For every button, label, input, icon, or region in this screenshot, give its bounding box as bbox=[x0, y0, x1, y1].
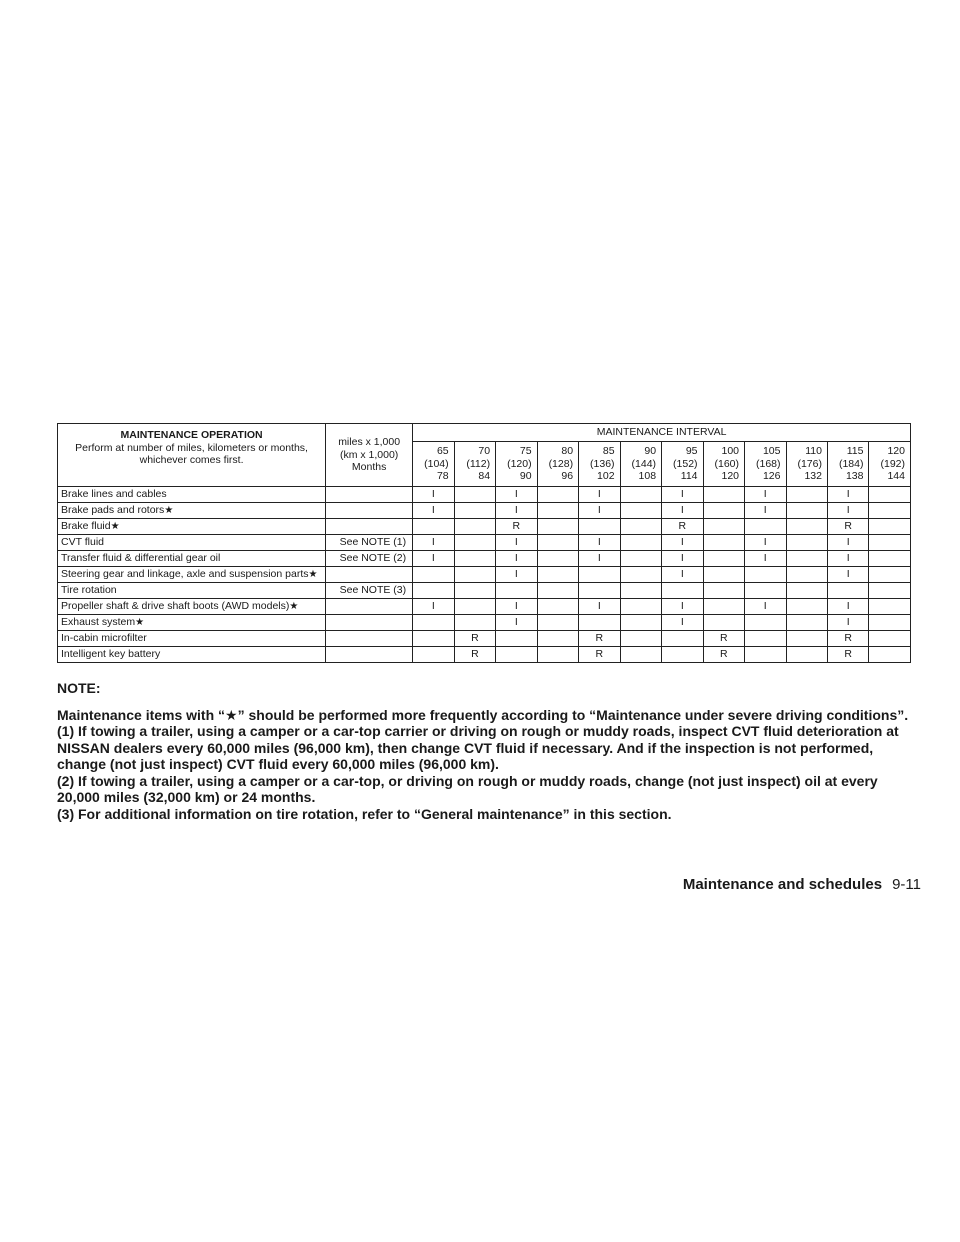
table-row bbox=[58, 567, 911, 583]
interval-mark bbox=[537, 583, 578, 599]
interval-mark: I bbox=[827, 567, 868, 583]
table-row bbox=[58, 631, 911, 647]
operation-item-label: Intelligent key battery bbox=[61, 648, 161, 661]
interval-mark: I bbox=[662, 551, 703, 567]
interval-mark bbox=[662, 583, 703, 599]
interval-mark: I bbox=[745, 487, 786, 503]
operation-subtitle: Perform at number of miles, kilometers or months, whichever comes first. bbox=[75, 441, 308, 467]
interval-mark bbox=[454, 599, 495, 615]
operation-item-label: Exhaust system bbox=[61, 616, 136, 628]
severe-condition-star-icon: ★ bbox=[289, 601, 299, 612]
interval-mark bbox=[703, 567, 744, 583]
interval-mark bbox=[869, 487, 911, 503]
table-row bbox=[58, 647, 911, 663]
interval-mark bbox=[869, 647, 911, 663]
interval-mark bbox=[537, 503, 578, 519]
interval-mark bbox=[413, 583, 454, 599]
interval-mark bbox=[537, 567, 578, 583]
interval-mark bbox=[745, 567, 786, 583]
interval-mark: I bbox=[413, 487, 454, 503]
severe-condition-star-icon: ★ bbox=[308, 569, 318, 580]
interval-mark bbox=[413, 567, 454, 583]
interval-mark bbox=[786, 567, 827, 583]
interval-mark bbox=[703, 535, 744, 551]
operation-item bbox=[58, 615, 326, 631]
interval-mark: I bbox=[579, 551, 620, 567]
table-row bbox=[58, 551, 911, 567]
operation-item bbox=[58, 551, 326, 567]
interval-mark: R bbox=[662, 519, 703, 535]
interval-mark: I bbox=[662, 487, 703, 503]
interval-mark: I bbox=[827, 487, 868, 503]
operation-item bbox=[58, 631, 326, 647]
interval-column-header: 80 (128) 96 bbox=[537, 442, 578, 487]
operation-item bbox=[58, 583, 326, 599]
interval-mark bbox=[620, 647, 661, 663]
table-row bbox=[58, 599, 911, 615]
interval-mark: I bbox=[496, 551, 537, 567]
interval-mark bbox=[703, 615, 744, 631]
note-reference bbox=[326, 599, 413, 615]
interval-mark bbox=[454, 535, 495, 551]
interval-mark bbox=[869, 615, 911, 631]
note-reference: See NOTE (3) bbox=[326, 583, 413, 599]
interval-mark bbox=[454, 615, 495, 631]
operation-item bbox=[58, 487, 326, 503]
note-reference bbox=[326, 487, 413, 503]
interval-mark bbox=[413, 615, 454, 631]
interval-mark: I bbox=[496, 503, 537, 519]
interval-mark bbox=[745, 647, 786, 663]
interval-mark bbox=[620, 599, 661, 615]
interval-mark: R bbox=[454, 647, 495, 663]
interval-mark bbox=[537, 535, 578, 551]
interval-column-header: 115 (184) 138 bbox=[827, 442, 868, 487]
table-row bbox=[58, 583, 911, 599]
interval-mark bbox=[537, 631, 578, 647]
interval-mark bbox=[579, 567, 620, 583]
operation-title: MAINTENANCE OPERATION bbox=[120, 429, 263, 441]
interval-mark: I bbox=[662, 503, 703, 519]
page-number: 9-11 bbox=[892, 876, 921, 893]
interval-mark bbox=[537, 487, 578, 503]
interval-mark bbox=[537, 551, 578, 567]
interval-mark: I bbox=[579, 599, 620, 615]
interval-mark: I bbox=[745, 535, 786, 551]
note-reference: See NOTE (2) bbox=[326, 551, 413, 567]
interval-mark bbox=[745, 631, 786, 647]
interval-mark bbox=[620, 583, 661, 599]
interval-mark: I bbox=[579, 487, 620, 503]
interval-mark bbox=[454, 567, 495, 583]
interval-mark: R bbox=[579, 647, 620, 663]
interval-mark: R bbox=[827, 631, 868, 647]
interval-mark bbox=[662, 631, 703, 647]
interval-column-header: 95 (152) 114 bbox=[662, 442, 703, 487]
interval-column-header: 120 (192) 144 bbox=[869, 442, 911, 487]
interval-mark bbox=[454, 487, 495, 503]
interval-mark: I bbox=[662, 599, 703, 615]
interval-mark bbox=[869, 519, 911, 535]
operation-header bbox=[58, 424, 326, 487]
interval-mark bbox=[869, 599, 911, 615]
interval-mark bbox=[454, 551, 495, 567]
note-reference bbox=[326, 615, 413, 631]
interval-header: MAINTENANCE INTERVAL bbox=[413, 424, 911, 442]
interval-mark: I bbox=[827, 535, 868, 551]
operation-item bbox=[58, 647, 326, 663]
maintenance-schedule-table bbox=[57, 423, 911, 663]
interval-mark bbox=[620, 503, 661, 519]
interval-mark bbox=[745, 615, 786, 631]
severe-condition-star-icon: ★ bbox=[164, 505, 174, 516]
interval-mark: I bbox=[496, 615, 537, 631]
interval-mark bbox=[620, 519, 661, 535]
interval-column-header: 75 (120) 90 bbox=[496, 442, 537, 487]
interval-mark: R bbox=[454, 631, 495, 647]
operation-item-label: Transfer fluid & differential gear oil bbox=[61, 552, 221, 565]
interval-mark bbox=[496, 583, 537, 599]
interval-mark bbox=[620, 631, 661, 647]
operation-item-label: Propeller shaft & drive shaft boots (AWD models) bbox=[61, 600, 290, 612]
operation-item-label: Tire rotation bbox=[61, 584, 117, 597]
table-row bbox=[58, 487, 911, 503]
operation-item bbox=[58, 535, 326, 551]
interval-column-header: 85 (136) 102 bbox=[579, 442, 620, 487]
interval-mark: R bbox=[703, 631, 744, 647]
interval-mark bbox=[786, 519, 827, 535]
interval-mark bbox=[869, 567, 911, 583]
operation-item-label: Steering gear and linkage, axle and suspension parts bbox=[61, 568, 309, 580]
interval-mark bbox=[869, 551, 911, 567]
note-2: (2) If towing a trailer, using a camper or a car-top, or driving on rough or muddy roads, change (not just inspect) oil at every 20,000 miles (32,000 km) or 24 months. bbox=[57, 772, 878, 805]
operation-item-label: CVT fluid bbox=[61, 536, 104, 549]
table-row bbox=[58, 615, 911, 631]
notes-heading: NOTE: bbox=[57, 680, 101, 696]
interval-mark: R bbox=[496, 519, 537, 535]
interval-mark bbox=[454, 503, 495, 519]
note-reference bbox=[326, 567, 413, 583]
interval-mark: I bbox=[827, 503, 868, 519]
interval-mark: I bbox=[662, 615, 703, 631]
interval-mark: I bbox=[413, 551, 454, 567]
interval-mark bbox=[620, 551, 661, 567]
interval-mark bbox=[579, 519, 620, 535]
interval-mark: I bbox=[827, 551, 868, 567]
interval-mark bbox=[413, 647, 454, 663]
interval-mark: I bbox=[662, 535, 703, 551]
interval-column-header: 90 (144) 108 bbox=[620, 442, 661, 487]
interval-mark bbox=[786, 487, 827, 503]
interval-mark bbox=[703, 487, 744, 503]
interval-mark bbox=[786, 647, 827, 663]
interval-mark bbox=[454, 583, 495, 599]
interval-mark bbox=[579, 615, 620, 631]
interval-mark bbox=[703, 519, 744, 535]
interval-mark bbox=[745, 583, 786, 599]
operation-item-label: Brake pads and rotors bbox=[61, 504, 165, 516]
operation-item bbox=[58, 519, 326, 535]
note-reference bbox=[326, 647, 413, 663]
note-reference: See NOTE (1) bbox=[326, 535, 413, 551]
interval-mark: I bbox=[745, 599, 786, 615]
note-reference bbox=[326, 519, 413, 535]
notes-section bbox=[57, 680, 917, 822]
interval-mark: R bbox=[703, 647, 744, 663]
operation-item bbox=[58, 503, 326, 519]
interval-mark bbox=[703, 599, 744, 615]
star-note: Maintenance items with “★” should be performed more frequently according to “Maintenance under severe driving conditions”. bbox=[57, 706, 909, 723]
interval-mark: R bbox=[579, 631, 620, 647]
note-3: (3) For additional information on tire rotation, refer to “General maintenance” in this section. bbox=[57, 805, 672, 822]
interval-mark bbox=[703, 503, 744, 519]
interval-mark: R bbox=[827, 647, 868, 663]
severe-condition-star-icon: ★ bbox=[135, 617, 145, 628]
interval-mark: R bbox=[827, 519, 868, 535]
interval-mark: I bbox=[496, 535, 537, 551]
operation-item-label: Brake lines and cables bbox=[61, 488, 167, 501]
interval-mark: I bbox=[413, 599, 454, 615]
interval-column-header: 70 (112) 84 bbox=[454, 442, 495, 487]
interval-column-header: 110 (176) 132 bbox=[786, 442, 827, 487]
interval-mark bbox=[869, 631, 911, 647]
interval-mark: I bbox=[662, 567, 703, 583]
interval-mark: I bbox=[579, 535, 620, 551]
interval-mark bbox=[745, 519, 786, 535]
table-row bbox=[58, 535, 911, 551]
interval-mark bbox=[537, 647, 578, 663]
operation-item bbox=[58, 599, 326, 615]
interval-mark bbox=[786, 551, 827, 567]
interval-mark: I bbox=[827, 615, 868, 631]
section-title: Maintenance and schedules bbox=[682, 876, 883, 893]
interval-mark: I bbox=[579, 503, 620, 519]
interval-mark bbox=[869, 535, 911, 551]
interval-mark bbox=[620, 615, 661, 631]
interval-mark: I bbox=[745, 503, 786, 519]
interval-mark: I bbox=[745, 551, 786, 567]
interval-mark bbox=[537, 519, 578, 535]
interval-mark bbox=[786, 583, 827, 599]
interval-mark bbox=[786, 599, 827, 615]
interval-mark: I bbox=[496, 487, 537, 503]
interval-mark bbox=[620, 567, 661, 583]
interval-column-header: 100 (160) 120 bbox=[703, 442, 744, 487]
interval-mark: I bbox=[413, 535, 454, 551]
interval-mark bbox=[662, 647, 703, 663]
interval-mark bbox=[786, 631, 827, 647]
interval-mark bbox=[620, 535, 661, 551]
note-reference bbox=[326, 503, 413, 519]
note-1: (1) If towing a trailer, using a camper or a car-top carrier or driving on rough or muddy roads, inspect CVT fluid deterioration at NISSAN dealers every 60,000 miles (96,000 km), then change CVT fluid if necessary. And if the inspection is not performed, change (not just inspect) CVT fluid every 60,000 miles (96,000 km). bbox=[57, 723, 899, 772]
interval-mark bbox=[869, 503, 911, 519]
interval-mark bbox=[827, 583, 868, 599]
note-reference bbox=[326, 631, 413, 647]
table-row bbox=[58, 503, 911, 519]
interval-mark bbox=[537, 615, 578, 631]
page-footer bbox=[683, 876, 921, 893]
interval-mark bbox=[786, 503, 827, 519]
interval-mark bbox=[537, 599, 578, 615]
operation-item-label: In-cabin microfilter bbox=[61, 632, 147, 645]
interval-mark bbox=[496, 631, 537, 647]
interval-mark bbox=[454, 519, 495, 535]
interval-column-header: 65 (104) 78 bbox=[413, 442, 454, 487]
interval-column-header: 105 (168) 126 bbox=[745, 442, 786, 487]
interval-mark bbox=[579, 583, 620, 599]
table-row bbox=[58, 519, 911, 535]
operation-item-label: Brake fluid bbox=[61, 520, 111, 532]
interval-mark bbox=[413, 631, 454, 647]
interval-mark bbox=[620, 487, 661, 503]
interval-mark: I bbox=[496, 599, 537, 615]
interval-mark bbox=[413, 519, 454, 535]
interval-mark: I bbox=[413, 503, 454, 519]
interval-mark bbox=[703, 583, 744, 599]
interval-mark bbox=[496, 647, 537, 663]
interval-mark bbox=[869, 583, 911, 599]
operation-item bbox=[58, 567, 326, 583]
units-header: miles x 1,000 (km x 1,000) Months bbox=[326, 424, 413, 487]
interval-mark: I bbox=[827, 599, 868, 615]
interval-mark bbox=[786, 615, 827, 631]
interval-mark bbox=[786, 535, 827, 551]
interval-mark bbox=[703, 551, 744, 567]
interval-mark: I bbox=[496, 567, 537, 583]
severe-condition-star-icon: ★ bbox=[110, 521, 120, 532]
